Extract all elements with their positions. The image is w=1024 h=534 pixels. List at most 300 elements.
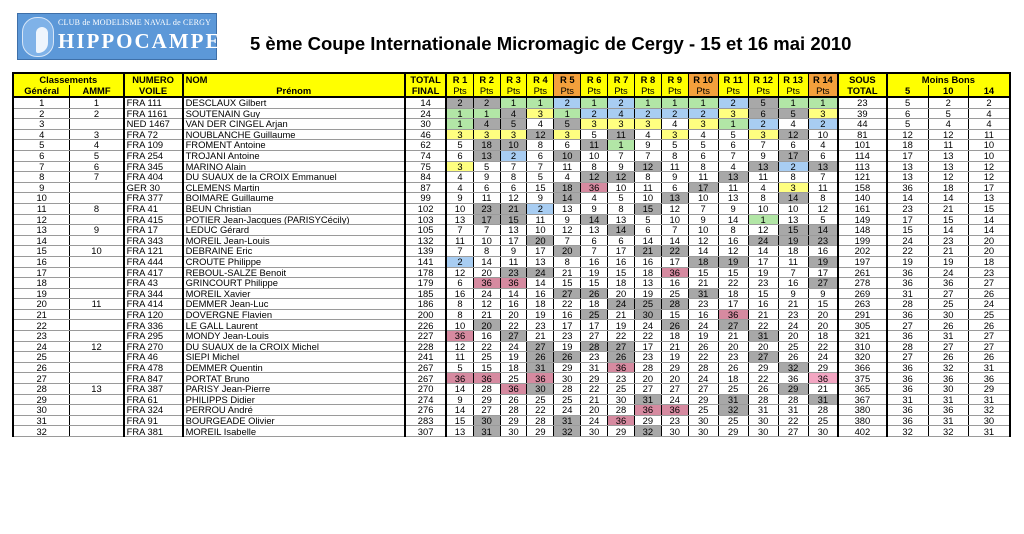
sous-total: 197	[838, 256, 887, 267]
sail-number: FRA 414	[124, 299, 183, 310]
round-points: 3	[554, 129, 581, 140]
moins-bons-14: 20	[968, 246, 1010, 257]
moins-bons-14: 12	[968, 161, 1010, 172]
round-points: 27	[608, 341, 635, 352]
round-points: 23	[527, 320, 554, 331]
round-points: 14	[718, 214, 748, 225]
round-points: 18	[661, 331, 688, 342]
round-points: 10	[554, 150, 581, 161]
total-final: 87	[405, 182, 446, 193]
moins-bons-14: 27	[968, 278, 1010, 289]
logo-club-text: CLUB de MODELISME NAVAL de CERGY	[58, 18, 212, 27]
round-points: 23	[500, 267, 527, 278]
header-pts: Pts	[608, 85, 635, 97]
table-row	[13, 405, 1010, 416]
sous-total: 269	[838, 288, 887, 299]
skipper-name: CROUTE Philippe	[183, 256, 405, 267]
round-points: 25	[718, 384, 748, 395]
round-points: 10	[608, 182, 635, 193]
moins-bons-10: 27	[928, 288, 968, 299]
total-final: 270	[405, 384, 446, 395]
moins-bons-14: 26	[968, 320, 1010, 331]
rank-ammf: 11	[70, 299, 124, 310]
round-points: 29	[634, 415, 661, 426]
rank-ammf	[70, 309, 124, 320]
round-points: 23	[718, 352, 748, 363]
round-points: 8	[473, 246, 500, 257]
rank-ammf: 12	[70, 341, 124, 352]
total-final: 102	[405, 203, 446, 214]
sous-total: 148	[838, 225, 887, 236]
round-points: 30	[500, 426, 527, 437]
moins-bons-5: 36	[887, 362, 928, 373]
header-mb-5: 5	[887, 85, 928, 97]
round-points: 20	[634, 373, 661, 384]
rank-general: 30	[13, 405, 70, 416]
header-pts: Pts	[473, 85, 500, 97]
sous-total: 202	[838, 246, 887, 257]
round-points: 6	[446, 150, 473, 161]
sous-total: 113	[838, 161, 887, 172]
round-points: 18	[581, 299, 608, 310]
moins-bons-10: 4	[928, 119, 968, 130]
round-points: 18	[554, 182, 581, 193]
moins-bons-5: 13	[887, 161, 928, 172]
moins-bons-10: 13	[928, 150, 968, 161]
total-final: 105	[405, 225, 446, 236]
round-points: 19	[748, 267, 778, 278]
total-final: 84	[405, 172, 446, 183]
header-round: R 1	[446, 73, 473, 85]
rank-general: 29	[13, 394, 70, 405]
rank-general: 24	[13, 341, 70, 352]
table-row	[13, 394, 1010, 405]
rank-general: 6	[13, 150, 70, 161]
skipper-name: DU SUAUX de la CROIX Michel	[183, 341, 405, 352]
round-points: 1	[554, 108, 581, 119]
sail-number: FRA 72	[124, 129, 183, 140]
skipper-name: MOREIL Xavier	[183, 288, 405, 299]
rank-general: 28	[13, 384, 70, 395]
moins-bons-10: 12	[928, 172, 968, 183]
round-points: 23	[778, 309, 808, 320]
round-points: 5	[808, 214, 838, 225]
skipper-name: DEBRAINE Eric	[183, 246, 405, 257]
round-points: 2	[581, 108, 608, 119]
round-points: 12	[748, 225, 778, 236]
round-points: 11	[634, 182, 661, 193]
round-points: 1	[446, 119, 473, 130]
sous-total: 149	[838, 214, 887, 225]
round-points: 31	[808, 394, 838, 405]
header-classements: Classements	[13, 73, 124, 85]
rank-general: 1	[13, 97, 70, 108]
round-points: 24	[688, 373, 718, 384]
round-points: 27	[500, 331, 527, 342]
round-points: 14	[634, 235, 661, 246]
moins-bons-10: 36	[928, 278, 968, 289]
round-points: 7	[527, 161, 554, 172]
sous-total: 114	[838, 150, 887, 161]
round-points: 36	[527, 373, 554, 384]
moins-bons-14: 26	[968, 288, 1010, 299]
round-points: 8	[718, 225, 748, 236]
round-points: 32	[634, 426, 661, 437]
round-points: 9	[473, 172, 500, 183]
round-points: 4	[446, 172, 473, 183]
round-points: 21	[718, 331, 748, 342]
skipper-name: SIEPI Michel	[183, 352, 405, 363]
round-points: 36	[473, 373, 500, 384]
round-points: 4	[778, 119, 808, 130]
round-points: 16	[473, 331, 500, 342]
round-points: 17	[688, 182, 718, 193]
header-round: R 8	[634, 73, 661, 85]
moins-bons-5: 36	[887, 415, 928, 426]
round-points: 22	[581, 384, 608, 395]
moins-bons-5: 18	[887, 140, 928, 151]
round-points: 11	[500, 256, 527, 267]
round-points: 19	[661, 352, 688, 363]
round-points: 30	[527, 384, 554, 395]
round-points: 4	[748, 182, 778, 193]
round-points: 14	[608, 225, 635, 236]
round-points: 8	[500, 172, 527, 183]
sous-total: 23	[838, 97, 887, 108]
round-points: 13	[748, 161, 778, 172]
round-points: 16	[808, 246, 838, 257]
sous-total: 261	[838, 267, 887, 278]
sous-total: 305	[838, 320, 887, 331]
round-points: 20	[473, 267, 500, 278]
round-points: 21	[554, 267, 581, 278]
sail-number: FRA 109	[124, 140, 183, 151]
round-points: 36	[661, 267, 688, 278]
round-points: 17	[778, 150, 808, 161]
round-points: 14	[473, 256, 500, 267]
rank-ammf	[70, 193, 124, 204]
total-final: 185	[405, 288, 446, 299]
round-points: 28	[500, 405, 527, 416]
sail-number: FRA 415	[124, 214, 183, 225]
round-points: 15	[446, 415, 473, 426]
round-points: 24	[554, 405, 581, 416]
moins-bons-10: 30	[928, 309, 968, 320]
round-points: 22	[473, 341, 500, 352]
club-logo	[17, 13, 222, 60]
round-points: 1	[581, 97, 608, 108]
rank-ammf	[70, 362, 124, 373]
header-moins-bons: Moins Bons	[887, 73, 1010, 85]
round-points: 6	[446, 278, 473, 289]
round-points: 19	[778, 235, 808, 246]
round-points: 7	[688, 203, 718, 214]
round-points: 11	[778, 256, 808, 267]
round-points: 18	[634, 267, 661, 278]
sail-number: FRA 17	[124, 225, 183, 236]
header-round: R 4	[527, 73, 554, 85]
round-points: 5	[608, 193, 635, 204]
moins-bons-14: 20	[968, 235, 1010, 246]
rank-ammf: 3	[70, 129, 124, 140]
total-final: 139	[405, 246, 446, 257]
total-final: 74	[405, 150, 446, 161]
header-round: R 6	[581, 73, 608, 85]
skipper-name: MARINO Alain	[183, 161, 405, 172]
round-points: 2	[661, 108, 688, 119]
round-points: 1	[748, 214, 778, 225]
round-points: 1	[634, 97, 661, 108]
round-points: 18	[718, 373, 748, 384]
round-points: 3	[608, 119, 635, 130]
round-points: 13	[527, 256, 554, 267]
skipper-name: SOUTENAIN Guy	[183, 108, 405, 119]
sail-number: FRA 111	[124, 97, 183, 108]
sail-number: FRA 1161	[124, 108, 183, 119]
round-points: 27	[473, 405, 500, 416]
round-points: 4	[661, 119, 688, 130]
round-points: 1	[688, 97, 718, 108]
round-points: 24	[527, 267, 554, 278]
round-points: 19	[554, 341, 581, 352]
skipper-name: TROJANI Antoine	[183, 150, 405, 161]
rank-ammf	[70, 394, 124, 405]
round-points: 21	[634, 246, 661, 257]
table-row	[13, 129, 1010, 140]
rank-ammf: 4	[70, 140, 124, 151]
round-points: 2	[446, 97, 473, 108]
sous-total: 402	[838, 426, 887, 437]
total-final: 62	[405, 140, 446, 151]
round-points: 12	[527, 129, 554, 140]
table-row	[13, 172, 1010, 183]
round-points: 4	[688, 129, 718, 140]
rank-ammf: 7	[70, 172, 124, 183]
round-points: 9	[778, 288, 808, 299]
table-row	[13, 309, 1010, 320]
round-points: 4	[581, 193, 608, 204]
rank-general: 17	[13, 267, 70, 278]
round-points: 23	[808, 235, 838, 246]
rank-general: 12	[13, 214, 70, 225]
total-final: 30	[405, 119, 446, 130]
moins-bons-14: 24	[968, 299, 1010, 310]
moins-bons-14: 15	[968, 203, 1010, 214]
round-points: 13	[778, 214, 808, 225]
rank-ammf	[70, 235, 124, 246]
round-points: 24	[661, 394, 688, 405]
total-final: 179	[405, 278, 446, 289]
round-points: 9	[446, 193, 473, 204]
moins-bons-14: 4	[968, 119, 1010, 130]
header-pts: Pts	[581, 85, 608, 97]
round-points: 13	[446, 426, 473, 437]
total-final: 227	[405, 331, 446, 342]
round-points: 36	[473, 278, 500, 289]
header-round: R 2	[473, 73, 500, 85]
table-row	[13, 288, 1010, 299]
moins-bons-10: 18	[928, 182, 968, 193]
round-points: 14	[688, 246, 718, 257]
round-points: 8	[581, 161, 608, 172]
moins-bons-10: 12	[928, 129, 968, 140]
round-points: 21	[778, 299, 808, 310]
sous-total: 366	[838, 362, 887, 373]
rank-general: 18	[13, 278, 70, 289]
total-final: 274	[405, 394, 446, 405]
round-points: 12	[554, 225, 581, 236]
sous-total: 199	[838, 235, 887, 246]
moins-bons-5: 24	[887, 235, 928, 246]
moins-bons-5: 28	[887, 299, 928, 310]
page-title: 5 ème Coupe Internationale Micromagic de Cergy - 15 et 16 mai 2010	[250, 33, 852, 54]
round-points: 21	[500, 203, 527, 214]
round-points: 9	[688, 214, 718, 225]
round-points: 6	[748, 108, 778, 119]
round-points: 28	[554, 384, 581, 395]
header-final: FINAL	[405, 85, 446, 97]
round-points: 17	[661, 256, 688, 267]
sous-total: 321	[838, 331, 887, 342]
header-nom: NOM	[183, 73, 405, 85]
sail-number: FRA 343	[124, 235, 183, 246]
round-points: 1	[718, 119, 748, 130]
moins-bons-5: 31	[887, 394, 928, 405]
round-points: 28	[581, 341, 608, 352]
moins-bons-14: 36	[968, 373, 1010, 384]
round-points: 19	[608, 320, 635, 331]
total-final: 228	[405, 341, 446, 352]
round-points: 28	[688, 362, 718, 373]
round-points: 19	[527, 309, 554, 320]
round-points: 24	[608, 299, 635, 310]
round-points: 19	[808, 256, 838, 267]
sous-total: 291	[838, 309, 887, 320]
round-points: 3	[581, 119, 608, 130]
round-points: 10	[661, 214, 688, 225]
round-points: 29	[500, 415, 527, 426]
moins-bons-14: 26	[968, 352, 1010, 363]
round-points: 23	[661, 415, 688, 426]
total-final: 99	[405, 193, 446, 204]
total-final: 178	[405, 267, 446, 278]
round-points: 23	[688, 299, 718, 310]
header-row-1	[13, 73, 1010, 85]
round-points: 32	[778, 362, 808, 373]
rank-ammf: 5	[70, 150, 124, 161]
table-row	[13, 256, 1010, 267]
round-points: 29	[688, 394, 718, 405]
round-points: 21	[661, 341, 688, 352]
round-points: 31	[688, 288, 718, 299]
round-points: 5	[688, 140, 718, 151]
round-points: 22	[527, 405, 554, 416]
round-points: 10	[634, 193, 661, 204]
skipper-name: MOREIL Jean-Louis	[183, 235, 405, 246]
rank-general: 19	[13, 288, 70, 299]
total-final: 283	[405, 415, 446, 426]
round-points: 2	[473, 97, 500, 108]
moins-bons-14: 31	[968, 394, 1010, 405]
round-points: 24	[500, 341, 527, 352]
round-points: 17	[554, 320, 581, 331]
round-points: 18	[808, 331, 838, 342]
round-points: 27	[688, 384, 718, 395]
round-points: 31	[748, 405, 778, 416]
skipper-name: PHILIPPS Didier	[183, 394, 405, 405]
round-points: 25	[473, 352, 500, 363]
round-points: 4	[718, 161, 748, 172]
round-points: 30	[581, 426, 608, 437]
round-points: 22	[634, 331, 661, 342]
round-points: 31	[634, 394, 661, 405]
table-row	[13, 320, 1010, 331]
rank-ammf	[70, 373, 124, 384]
round-points: 20	[718, 341, 748, 352]
moins-bons-5: 15	[887, 225, 928, 236]
round-points: 8	[748, 193, 778, 204]
round-points: 15	[527, 182, 554, 193]
total-final: 24	[405, 108, 446, 119]
round-points: 16	[778, 278, 808, 289]
round-points: 7	[581, 246, 608, 257]
round-points: 6	[608, 235, 635, 246]
rank-ammf	[70, 267, 124, 278]
moins-bons-10: 13	[928, 161, 968, 172]
round-points: 27	[778, 426, 808, 437]
round-points: 18	[527, 299, 554, 310]
moins-bons-14: 11	[968, 129, 1010, 140]
round-points: 26	[500, 394, 527, 405]
round-points: 25	[778, 341, 808, 352]
round-points: 26	[581, 288, 608, 299]
round-points: 4	[608, 108, 635, 119]
round-points: 27	[661, 384, 688, 395]
sail-number: FRA 61	[124, 394, 183, 405]
moins-bons-5: 13	[887, 172, 928, 183]
round-points: 24	[748, 235, 778, 246]
round-points: 3	[718, 108, 748, 119]
round-points: 28	[527, 415, 554, 426]
header-general: Général	[13, 85, 70, 97]
header-round: R 9	[661, 73, 688, 85]
sous-total: 320	[838, 352, 887, 363]
round-points: 5	[634, 214, 661, 225]
moins-bons-14: 29	[968, 384, 1010, 395]
skipper-name: REBOUL-SALZE Benoit	[183, 267, 405, 278]
round-points: 36	[608, 362, 635, 373]
round-points: 22	[661, 246, 688, 257]
skipper-name: PERROU André	[183, 405, 405, 416]
total-final: 267	[405, 373, 446, 384]
round-points: 3	[748, 129, 778, 140]
round-points: 4	[808, 140, 838, 151]
round-points: 25	[581, 309, 608, 320]
moins-bons-14: 27	[968, 331, 1010, 342]
round-points: 22	[808, 341, 838, 352]
round-points: 15	[554, 278, 581, 289]
moins-bons-10: 32	[928, 426, 968, 437]
round-points: 5	[661, 140, 688, 151]
rank-ammf	[70, 415, 124, 426]
moins-bons-14: 10	[968, 150, 1010, 161]
round-points: 8	[808, 193, 838, 204]
round-points: 29	[554, 362, 581, 373]
round-points: 20	[500, 309, 527, 320]
sail-number: FRA 344	[124, 288, 183, 299]
round-points: 7	[634, 150, 661, 161]
skipper-name: MOREIL Isabelle	[183, 426, 405, 437]
